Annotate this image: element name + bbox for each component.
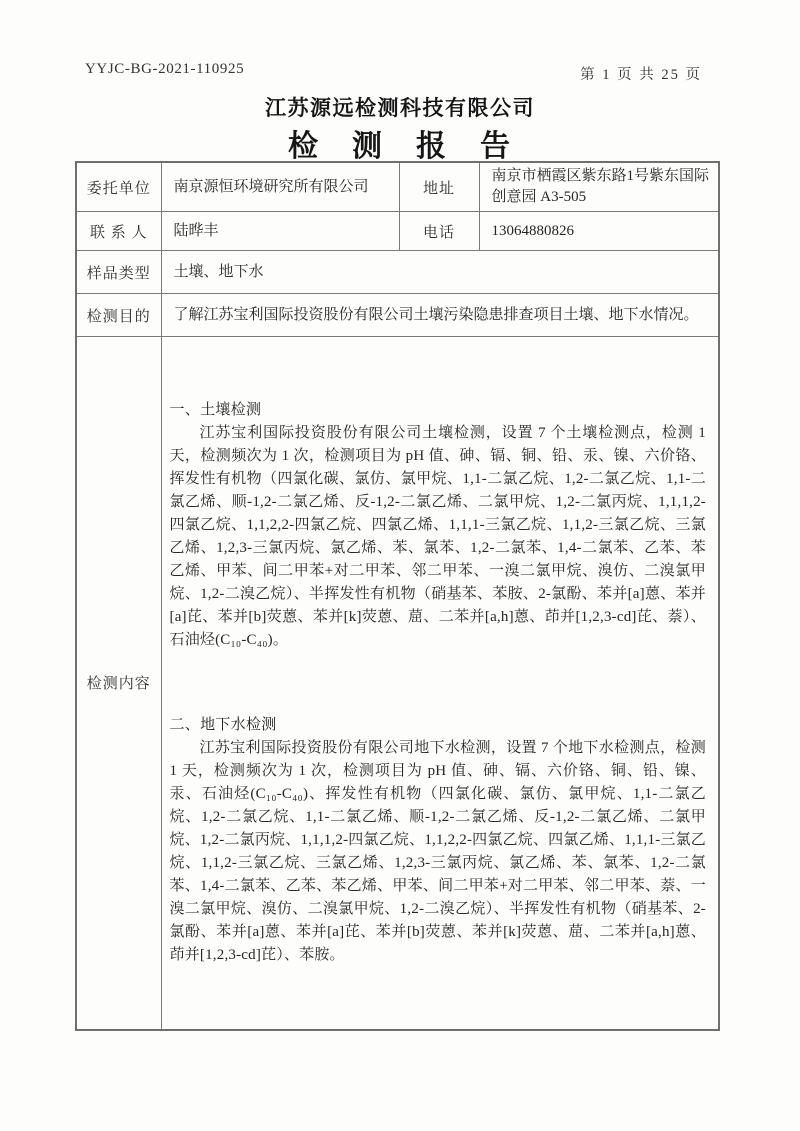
soil-section bbox=[170, 399, 707, 652]
address-label: 地址 bbox=[399, 162, 479, 212]
contact-label: 联 系 人 bbox=[76, 212, 161, 251]
soil-section-text: 江苏宝利国际投资股份有限公司土壤检测，设置 7 个土壤检测点，检测 1 天，检测频次为 1 次，检测项目为 pH 值、砷、镉、铜、铅、汞、镍、六价铬、挥发性有机物（四氯化碳、氯仿、氯甲烷、1,1-二氯乙烷、1,2-二氯乙烷、1,1-二氯乙烯、顺-1,2-二氯乙烯、反-1,2-二氯乙烯、二氯甲烷、1,2-二氯丙烷、1,1,1,2-四氯乙烷、1,1,2,2-四氯乙烷、四氯乙烯、1,1,1-三氯乙烷、1,1,2-三氯乙烷、三氯乙烯、1,2,3-三氯丙烷、氯乙烯、苯、氯苯、1,2-二氯苯、1,4-二氯苯、乙苯、苯乙烯、甲苯、间二甲苯+对二甲苯、邻二甲苯、一溴二氯甲烷、溴仿、二溴氯甲烷、1,2-二溴乙烷）、半挥发性有机物（硝基苯、苯胺、2-氯酚、苯并[a]蒽、苯并[a]芘、苯并[b]荧蒽、苯并[k]荧蒽、䓛、二苯并[a,h]蒽、茚并[1,2,3-cd]芘、萘）、石油烃(C₁₀-C₄₀)。 bbox=[169, 424, 706, 648]
contact-value: 陆晔丰 bbox=[161, 212, 399, 251]
table-row bbox=[76, 294, 719, 337]
groundwater-section-text: 江苏宝利国际投资股份有限公司地下水检测，设置 7 个地下水检测点，检测 1 天，检测频次为 1 次，检测项目为 pH 值、砷、镉、六价铬、铜、铅、镍、汞、石油烃(C₁₀-C₄₀)、挥发性有机物（四氯化碳、氯仿、氯甲烷、1,1-二氯乙烷、1,2-二氯乙烷、1,1-二氯乙烯、顺-1,2-二氯乙烯、反-1,2-二氯乙烯、二氯甲烷、1,2-二氯丙烷、1,1,1,2-四氯乙烷、1,1,2,2-四氯乙烷、四氯乙烯、1,1,1-三氯乙烷、1,1,2-三氯乙烷、三氯乙烯、1,2,3-三氯丙烷、氯乙烯、苯、氯苯、1,2-二氯苯、1,4-二氯苯、乙苯、苯乙烯、甲苯、间二甲苯+对二甲苯、邻二甲苯、萘、一溴二氯甲烷、溴仿、二溴氯甲烷、1,2-二溴乙烷）、半挥发性有机物（硝基苯、2-氯酚、苯并[a]蒽、苯并[a]芘、苯并[b]荧蒽、苯并[k]荧蒽、䓛、二苯并[a,h]蒽、茚并[1,2,3-cd]芘）、苯胺。 bbox=[169, 739, 706, 963]
table-row bbox=[76, 212, 719, 251]
table-row bbox=[76, 337, 719, 1030]
table-row bbox=[76, 251, 719, 294]
content-label: 检测内容 bbox=[76, 337, 161, 1030]
purpose-label: 检测目的 bbox=[76, 294, 161, 337]
client-label: 委托单位 bbox=[76, 162, 161, 212]
sample-type-value: 土壤、地下水 bbox=[161, 251, 719, 294]
report-title: 检 测 报 告 bbox=[288, 130, 512, 163]
phone-label: 电话 bbox=[399, 212, 479, 251]
document-number: YYJC-BG-2021-110925 bbox=[85, 61, 245, 77]
content-body bbox=[162, 399, 719, 967]
report-table bbox=[75, 161, 720, 1031]
soil-section-heading: 一、土壤检测 bbox=[169, 401, 262, 418]
company-title: 江苏源远检测科技有限公司 bbox=[265, 96, 535, 120]
client-value: 南京源恒环境研究所有限公司 bbox=[161, 162, 399, 212]
groundwater-section bbox=[170, 714, 707, 967]
address-value: 南京市栖霞区紫东路1号紫东国际创意园 A3-505 bbox=[479, 162, 719, 212]
groundwater-section-heading: 二、地下水检测 bbox=[169, 716, 277, 733]
purpose-value: 了解江苏宝利国际投资股份有限公司土壤污染隐患排查项目土壤、地下水情况。 bbox=[161, 294, 719, 337]
content-cell bbox=[161, 337, 719, 1030]
sample-type-label: 样品类型 bbox=[76, 251, 161, 294]
phone-value: 13064880826 bbox=[479, 212, 719, 251]
table-row bbox=[76, 162, 719, 212]
page-indicator: 第 1 页 共 25 页 bbox=[580, 67, 702, 83]
